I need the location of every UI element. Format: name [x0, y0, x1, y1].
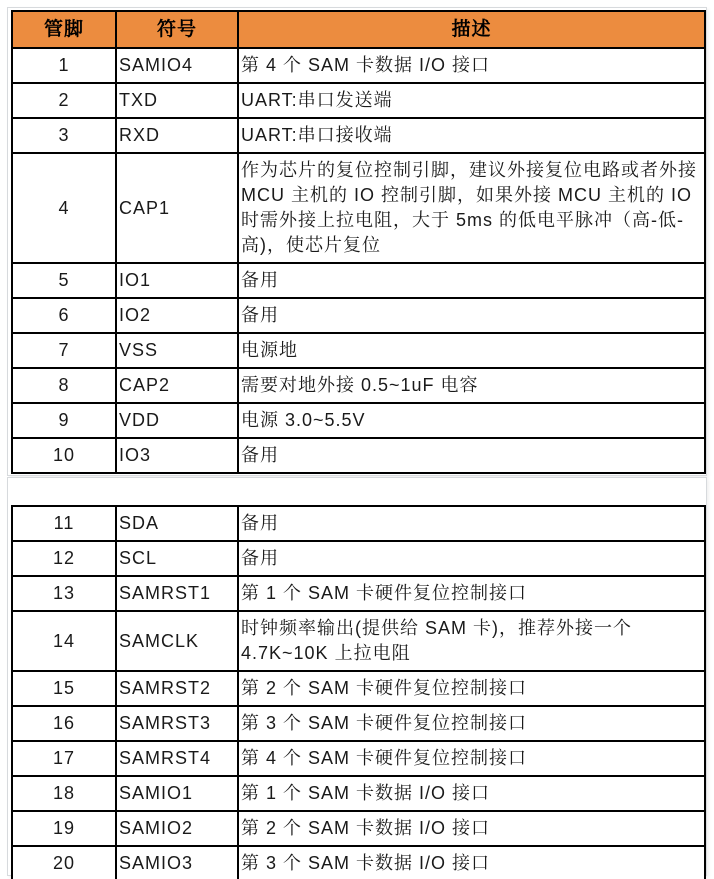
pin-table-11-20	[11, 505, 706, 879]
pin-symbol-cell: VSS	[116, 333, 238, 368]
pin-symbol-cell: SAMIO3	[116, 846, 238, 879]
table-row	[12, 776, 705, 811]
table-row	[12, 333, 705, 368]
pin-description-cell: 第 3 个 SAM 卡数据 I/O 接口	[238, 846, 705, 879]
pin-symbol-cell: SAMCLK	[116, 611, 238, 671]
pin-number-cell: 1	[12, 48, 116, 83]
pin-table-1-10	[11, 10, 706, 474]
pin-description-cell: 备用	[238, 541, 705, 576]
header-cell-desc: 描述	[238, 11, 705, 48]
pin-number-cell: 5	[12, 263, 116, 298]
pin-symbol-cell: RXD	[116, 118, 238, 153]
table-row	[12, 118, 705, 153]
pin-number-cell: 20	[12, 846, 116, 879]
table-row	[12, 541, 705, 576]
table-row	[12, 706, 705, 741]
table-row	[12, 671, 705, 706]
table-row	[12, 438, 705, 473]
table-row	[12, 153, 705, 263]
table-row	[12, 576, 705, 611]
pin-number-cell: 19	[12, 811, 116, 846]
table-row	[12, 811, 705, 846]
pin-description-cell: 电源地	[238, 333, 705, 368]
pin-symbol-cell: CAP2	[116, 368, 238, 403]
table-row	[12, 506, 705, 541]
pin-number-cell: 17	[12, 741, 116, 776]
pin-number-cell: 13	[12, 576, 116, 611]
pin-number-cell: 14	[12, 611, 116, 671]
pin-description-cell: 电源 3.0~5.5V	[238, 403, 705, 438]
pin-description-cell: 备用	[238, 438, 705, 473]
pin-symbol-cell: SAMRST4	[116, 741, 238, 776]
pin-description-cell: 第 3 个 SAM 卡硬件复位控制接口	[238, 706, 705, 741]
pin-symbol-cell: SCL	[116, 541, 238, 576]
pin-symbol-cell: TXD	[116, 83, 238, 118]
pin-table-header	[12, 11, 705, 48]
pin-table-body	[12, 506, 705, 879]
pin-description-cell: 时钟频率输出(提供给 SAM 卡)，推荐外接一个 4.7K~10K 上拉电阻	[238, 611, 705, 671]
table-row	[12, 611, 705, 671]
pin-symbol-cell: IO3	[116, 438, 238, 473]
pin-number-cell: 2	[12, 83, 116, 118]
pin-symbol-cell: VDD	[116, 403, 238, 438]
pin-description-cell: 需要对地外接 0.5~1uF 电容	[238, 368, 705, 403]
pin-number-cell: 7	[12, 333, 116, 368]
pin-number-cell: 6	[12, 298, 116, 333]
pin-description-cell: 备用	[238, 263, 705, 298]
pin-symbol-cell: SAMIO1	[116, 776, 238, 811]
pin-number-cell: 9	[12, 403, 116, 438]
pin-description-cell: 备用	[238, 298, 705, 333]
pin-description-cell: 第 1 个 SAM 卡硬件复位控制接口	[238, 576, 705, 611]
pin-description-cell: 第 2 个 SAM 卡硬件复位控制接口	[238, 671, 705, 706]
pin-number-cell: 15	[12, 671, 116, 706]
pin-table-body	[12, 48, 705, 473]
header-row	[12, 11, 705, 48]
document-page-1	[7, 7, 707, 476]
pin-symbol-cell: SAMIO4	[116, 48, 238, 83]
table-row	[12, 741, 705, 776]
table-row	[12, 263, 705, 298]
document-page-2	[7, 477, 707, 876]
pin-symbol-cell: SAMIO2	[116, 811, 238, 846]
pin-number-cell: 8	[12, 368, 116, 403]
pin-symbol-cell: SDA	[116, 506, 238, 541]
pin-description-cell: 作为芯片的复位控制引脚，建议外接复位电路或者外接 MCU 主机的 IO 控制引脚，如果外接 MCU 主机的 IO 时需外接上拉电阻，大于 5ms 的低电平脉冲（高-低-高)，使芯片复位	[238, 153, 705, 263]
pin-number-cell: 12	[12, 541, 116, 576]
pin-description-cell: 备用	[238, 506, 705, 541]
pin-description-cell: 第 2 个 SAM 卡数据 I/O 接口	[238, 811, 705, 846]
pin-number-cell: 3	[12, 118, 116, 153]
pin-description-cell: UART:串口接收端	[238, 118, 705, 153]
table-row	[12, 83, 705, 118]
table-row	[12, 846, 705, 879]
pin-number-cell: 4	[12, 153, 116, 263]
pin-symbol-cell: IO2	[116, 298, 238, 333]
pin-symbol-cell: IO1	[116, 263, 238, 298]
pin-number-cell: 16	[12, 706, 116, 741]
pin-description-cell: 第 4 个 SAM 卡数据 I/O 接口	[238, 48, 705, 83]
table-row	[12, 48, 705, 83]
pin-symbol-cell: SAMRST1	[116, 576, 238, 611]
table-row	[12, 368, 705, 403]
header-cell-pin: 管脚	[12, 11, 116, 48]
pin-description-cell: 第 1 个 SAM 卡数据 I/O 接口	[238, 776, 705, 811]
pin-symbol-cell: SAMRST3	[116, 706, 238, 741]
header-cell-symbol: 符号	[116, 11, 238, 48]
pin-number-cell: 18	[12, 776, 116, 811]
pin-number-cell: 10	[12, 438, 116, 473]
pin-symbol-cell: SAMRST2	[116, 671, 238, 706]
pin-number-cell: 11	[12, 506, 116, 541]
pin-symbol-cell: CAP1	[116, 153, 238, 263]
table-row	[12, 403, 705, 438]
pin-description-cell: UART:串口发送端	[238, 83, 705, 118]
pin-description-cell: 第 4 个 SAM 卡硬件复位控制接口	[238, 741, 705, 776]
table-row	[12, 298, 705, 333]
